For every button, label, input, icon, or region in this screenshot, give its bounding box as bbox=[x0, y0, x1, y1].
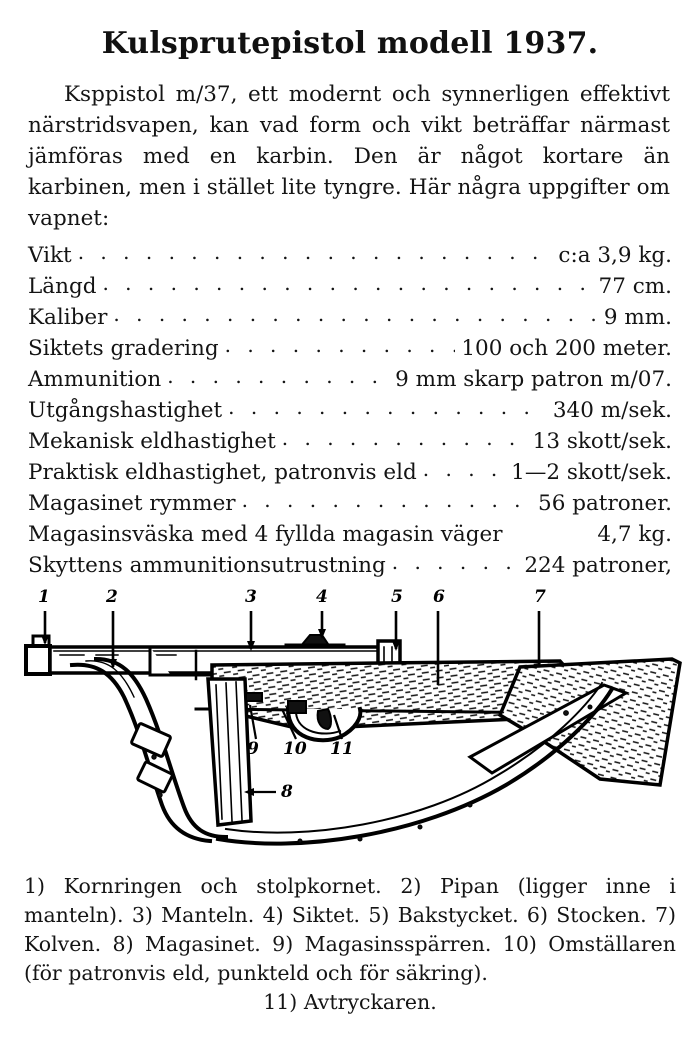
spec-row bbox=[28, 302, 672, 333]
spec-label: Ammunition bbox=[28, 367, 162, 392]
spec-dot-leader bbox=[225, 330, 456, 361]
spec-value: 100 och 200 meter. bbox=[461, 336, 672, 361]
spec-value: 340 m/sek. bbox=[552, 398, 672, 423]
submachine-gun-illustration bbox=[0, 589, 700, 864]
weapon-diagram-figure bbox=[0, 589, 700, 864]
spec-row bbox=[28, 364, 672, 395]
callout-number-5: 5 bbox=[391, 587, 403, 607]
spec-value: 13 skott/sek. bbox=[532, 429, 672, 454]
spec-row bbox=[28, 457, 672, 488]
spec-dot-leader bbox=[242, 485, 532, 516]
spec-value: 224 patroner, bbox=[524, 553, 672, 578]
spec-row bbox=[28, 426, 672, 457]
spec-dot-leader bbox=[113, 299, 597, 330]
callout-number-9: 9 bbox=[247, 739, 259, 759]
spec-row bbox=[28, 333, 672, 364]
callout-number-8: 8 bbox=[281, 782, 293, 802]
spec-value: 56 patroner. bbox=[538, 491, 672, 516]
page-title: Kulsprutepistol modell 1937. bbox=[101, 26, 599, 61]
spec-row bbox=[28, 550, 672, 581]
spec-dot-leader bbox=[228, 392, 547, 423]
spec-dot-leader bbox=[102, 268, 592, 299]
spec-value: 1—2 skott/sek. bbox=[511, 460, 672, 485]
spec-dot-leader bbox=[167, 361, 389, 392]
spec-dot-leader bbox=[282, 423, 527, 454]
caption-last-line: 11) Avtryckaren. bbox=[263, 990, 437, 1014]
spec-label: Magasinsväska med 4 fyllda magasin väger bbox=[28, 522, 503, 547]
callout-number-10: 10 bbox=[283, 739, 307, 759]
spec-dot-leader bbox=[423, 454, 505, 485]
spec-dot-leader bbox=[78, 237, 553, 268]
spec-value: 77 cm. bbox=[598, 274, 672, 299]
specifications-list bbox=[28, 240, 672, 581]
spec-label: Skyttens ammunitionsutrustning bbox=[28, 553, 386, 578]
spec-dot-leader bbox=[392, 547, 519, 578]
spec-value: 4,7 kg. bbox=[597, 522, 672, 547]
callout-number-6: 6 bbox=[433, 587, 445, 607]
figure-caption bbox=[24, 872, 676, 1017]
spec-label: Siktets gradering bbox=[28, 336, 219, 361]
spec-row bbox=[28, 488, 672, 519]
spec-row bbox=[28, 519, 672, 550]
callout-number-3: 3 bbox=[245, 587, 257, 607]
callout-number-2: 2 bbox=[106, 587, 118, 607]
spec-label: Magasinet rymmer bbox=[28, 491, 236, 516]
spec-value: 9 mm skarp patron m/07. bbox=[395, 367, 672, 392]
spec-label: Utgångshastighet bbox=[28, 398, 223, 423]
spec-label: Vikt bbox=[28, 243, 72, 268]
callout-number-11: 11 bbox=[330, 739, 354, 759]
spec-value: 9 mm. bbox=[603, 305, 672, 330]
spec-label: Längd bbox=[28, 274, 97, 299]
intro-paragraph: Ksppistol m/37, ett modernt och synnerligen effektivt närstridsvapen, kan vad form och vikt beträffar närmast jämföras med en karbin. Den är något kortare än karbinen, men i stället lite tyngre. Här några uppgifter om vapnet: bbox=[28, 82, 670, 231]
spec-row bbox=[28, 271, 672, 302]
callout-number-1: 1 bbox=[38, 587, 50, 607]
spec-value: c:a 3,9 kg. bbox=[558, 243, 672, 268]
spec-label: Mekanisk eldhastighet bbox=[28, 429, 276, 454]
spec-row bbox=[28, 240, 672, 271]
callout-number-7: 7 bbox=[534, 587, 546, 607]
spec-row bbox=[28, 395, 672, 426]
callout-number-4: 4 bbox=[316, 587, 328, 607]
caption-text: 1) Kornringen och stolpkornet. 2) Pipan (ligger inne i manteln). 3) Manteln. 4) Siktet. 5) Bakstycket. 6) Stocken. 7) Kolven. 8) Magasinet. 9) Magasinsspärren. 10) Omställaren (för patronvis eld, punkteld och för säkring). bbox=[24, 874, 676, 985]
spec-label: Kaliber bbox=[28, 305, 108, 330]
spec-label: Praktisk eldhastighet, patronvis eld bbox=[28, 460, 417, 485]
